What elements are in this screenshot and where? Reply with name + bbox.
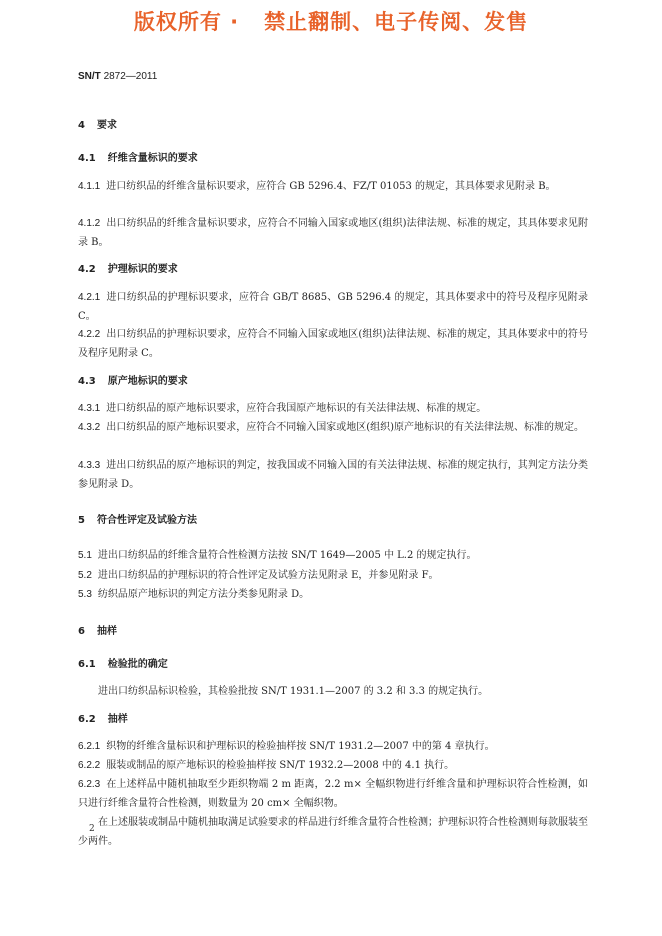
- section-heading: 6 抽样: [78, 626, 117, 637]
- document-code-number: 2872—2011: [103, 71, 158, 82]
- clause-paragraph: 4.2.2 出口纺织品的护理标识要求，应符合不同输入国家或地区(组织)法律法规、标准的规定，其具体要求中的符号及程序见附录 C。: [78, 329, 588, 359]
- clause-paragraph: 4.2.1 进口纺织品的护理标识要求，应符合 GB/T 8685、GB 5296.4 的规定，其具体要求中的符号及程序见附录 C。: [78, 292, 588, 322]
- document-code: [78, 71, 157, 82]
- document-code-prefix: SN/T: [78, 71, 101, 82]
- body-paragraph: 在上述服装或制品中随机抽取满足试验要求的样品进行纤维含量符合性检测；护理标识符合性检测则每款服装至少两件。: [78, 817, 588, 847]
- clause-paragraph: 6.2.2 服装或制品的原产地标识的检验抽样按 SN/T 1932.2—2008 中的 4.1 执行。: [78, 760, 455, 771]
- subsection-heading: 6.1 检验批的确定: [78, 659, 168, 670]
- subsection-heading: 4.3 原产地标识的要求: [78, 376, 188, 387]
- clause-paragraph: 4.1.1 进口纺织品的纤维含量标识要求，应符合 GB 5296.4、FZ/T 01053 的规定，其具体要求见附录 B。: [78, 181, 556, 192]
- clause-paragraph: 4.3.3 进出口纺织品的原产地标识的判定，按我国或不同输入国的有关法律法规、标准的规定执行，其判定方法分类参见附录 D。: [78, 460, 588, 490]
- clause-paragraph: 5.1 进出口纺织品的纤维含量符合性检测方法按 SN/T 1649—2005 中 L.2 的规定执行。: [78, 550, 477, 561]
- section-heading: 4 要求: [78, 120, 117, 131]
- clause-paragraph: 5.2 进出口纺织品的护理标识的符合性评定及试验方法见附录 E，并参见附录 F。: [78, 570, 439, 581]
- section-heading: 5 符合性评定及试验方法: [78, 515, 197, 526]
- subsection-heading: 4.2 护理标识的要求: [78, 264, 178, 275]
- subsection-heading: 4.1 纤维含量标识的要求: [78, 153, 198, 164]
- clause-paragraph: 4.3.1 进口纺织品的原产地标识要求，应符合我国原产地标识的有关法律法规、标准的规定。: [78, 403, 487, 414]
- body-paragraph: 进出口纺织品标识检验，其检验批按 SN/T 1931.1—2007 的 3.2 和 3.3 的规定执行。: [98, 686, 489, 697]
- clause-paragraph: 5.3 纺织品原产地标识的判定方法分类参见附录 D。: [78, 589, 310, 600]
- clause-paragraph: 6.2.1 织物的纤维含量标识和护理标识的检验抽样按 SN/T 1931.2—2007 中的第 4 章执行。: [78, 741, 495, 752]
- copyright-banner: 版权所有 · 禁止翻制、电子传阅、发售: [133, 10, 529, 34]
- subsection-heading: 6.2 抽样: [78, 714, 128, 725]
- clause-paragraph: 4.1.2 出口纺织品的纤维含量标识要求，应符合不同输入国家或地区(组织)法律法规、标准的规定，其具体要求见附录 B。: [78, 218, 588, 248]
- page-number: 2: [89, 824, 95, 834]
- clause-paragraph: 6.2.3 在上述样品中随机抽取至少距织物端 2 m 距离，2.2 m× 全幅织物进行纤维含量和护理标识符合性检测，如只进行纤维含量符合性检测，则数量为 20 cm× 全幅织物。: [78, 779, 588, 809]
- clause-paragraph: 4.3.2 出口纺织品的原产地标识要求，应符合不同输入国家或地区(组织)原产地标识的有关法律法规、标准的规定。: [78, 422, 585, 433]
